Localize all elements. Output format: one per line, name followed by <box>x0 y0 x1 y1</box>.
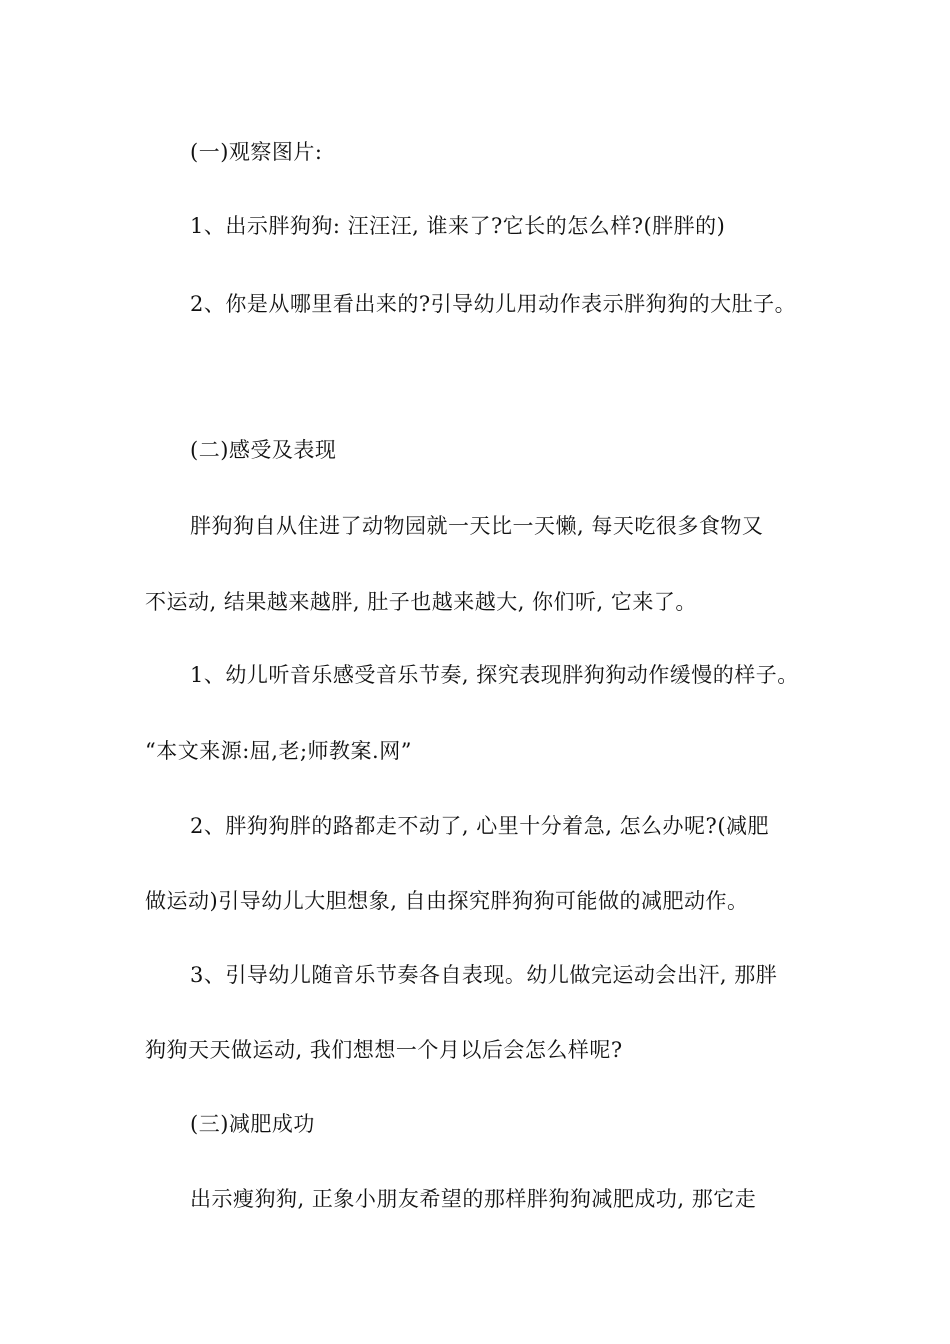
paragraph-line: 2、你是从哪里看出来的?引导幼儿用动作表示胖狗狗的大肚子。 <box>190 292 797 316</box>
paragraph-line: 胖狗狗自从住进了动物园就一天比一天懒, 每天吃很多食物又 <box>190 514 764 538</box>
paragraph-line: 2、胖狗狗胖的路都走不动了, 心里十分着急, 怎么办呢?(减肥 <box>190 814 770 838</box>
paragraph-line: 3、引导幼儿随音乐节奏各自表现。幼儿做完运动会出汗, 那胖 <box>190 963 778 987</box>
paragraph-line: 出示瘦狗狗, 正象小朋友希望的那样胖狗狗减肥成功, 那它走 <box>190 1187 757 1211</box>
paragraph-line: 1、幼儿听音乐感受音乐节奏, 探究表现胖狗狗动作缓慢的样子。 <box>190 663 799 687</box>
section-heading-success: (三)减肥成功 <box>190 1112 315 1136</box>
paragraph-line: 不运动, 结果越来越胖, 肚子也越来越大, 你们听, 它来了。 <box>145 590 697 614</box>
paragraph-line: 做运动)引导幼儿大胆想象, 自由探究胖狗狗可能做的减肥动作。 <box>145 889 749 913</box>
section-heading-observe: (一)观察图片: <box>190 140 323 164</box>
section-heading-feel-express: (二)感受及表现 <box>190 438 337 462</box>
source-note: “本文来源:屈,老;师教案.网” <box>145 739 412 763</box>
paragraph-line: 狗狗天天做运动, 我们想想一个月以后会怎么样呢? <box>145 1038 623 1062</box>
paragraph-line: 1、出示胖狗狗: 汪汪汪, 谁来了?它长的怎么样?(胖胖的) <box>190 214 726 238</box>
